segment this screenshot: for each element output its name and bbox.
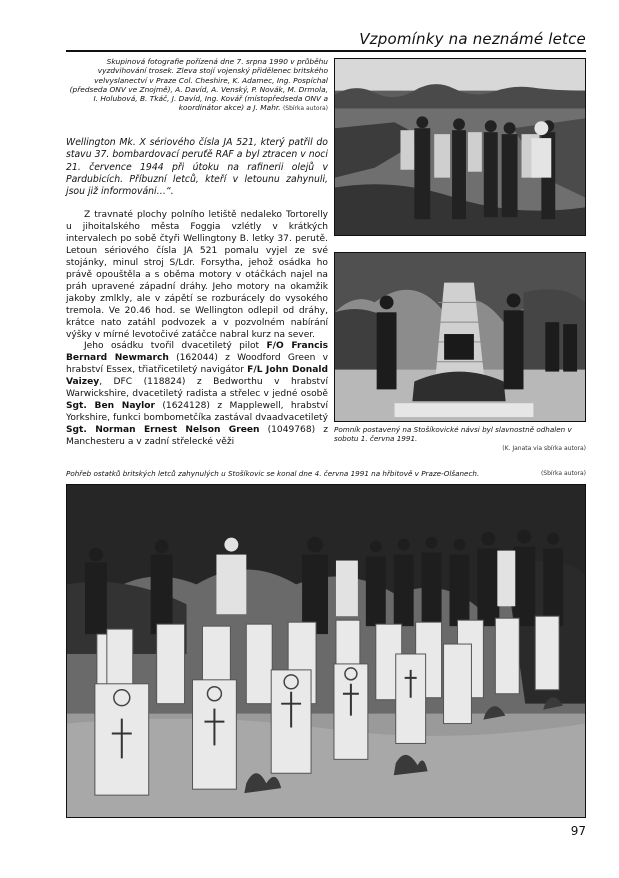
body-paragraph-2: Jeho osádku tvořil dvacetiletý pilot F/O Francis Bernard Newmarch (162044) z Woodford Green v hrabství Essex, třiatřicetiletý navigátor F/L John Donald Vaizey, DFC (118824) z Bedworthu v hrabství Warwickshire, dvacetiletý radista a střelec v jedné osobě Sgt. Ben Naylor (1624128) z Mapplewell, hrabství Yorkshire, funkci bombometčíka zastával dvaadvacetiletý Sgt. Norman Ernest Nelson Green (1049768) z Manchesteru a v zadní střelecké věži	[66, 341, 329, 448]
memorial-photo	[334, 252, 586, 422]
photo-credit: (Sbírka autora)	[540, 470, 586, 477]
crew-name: Sgt. Ben Naylor	[66, 401, 155, 412]
photo-credit: (K. Janata via sbírka autora)	[502, 444, 586, 452]
running-title: Vzpomínky na neznámé letce	[359, 30, 586, 48]
photo-credit: (Sbírka autora)	[282, 105, 328, 113]
caption-text: Pomník postavený na Stošíkovické návsi byl slavnostně odhalen v sobotu 1. června 1991.	[334, 425, 572, 444]
photo-caption-group	[66, 57, 328, 114]
crew-name: F/L John Donald Vaizey	[66, 365, 329, 388]
funeral-caption-group	[66, 469, 586, 479]
article-body	[66, 210, 328, 449]
memorial-caption-group	[334, 425, 586, 453]
caption-text: Pohřeb ostatků britských letců zahynulých u Stošíkovic se konal dne 4. června 1991 na hřbitově v Praze-Olšanech.	[66, 469, 480, 478]
page-number: 97	[570, 824, 586, 838]
crew-name: Sgt. Norman Ernest Nelson Green	[66, 425, 260, 436]
crew-name: F/O Francis Bernard Newmarch	[66, 341, 328, 364]
group-photo-excavation	[334, 58, 586, 236]
body-paragraph-1: Z travnaté plochy polního letiště nedaleko Tortorelly u jihoitalského města Foggia vzlétly v krátkých intervalech po sobě čtyři Wellingtony B. letky 37. perutě. Letoun sériového čísla JA 521 pomalu vyjel ze své stojánky, minul stroj S/Ldr. Forsytha, jehož osádka ho právě opouštěla a s oběma motory v otáčkách najel na práh upravené západní dráhy. Jeho motory na okamžik jakoby zmlkly, ale v zápětí se rozburácely do vysokého tremola. Ve 20.46 hod. se Wellington odlepil od dráhy, krátce nato zatáhl podvozek a v pozvolném nabírání výšky v mírné levotočivé zatáčce nabral kurz na sever.	[66, 210, 328, 340]
lead-paragraph: Wellington Mk. X sériového čísla JA 521, který patřil do stavu 37. bombardovací peruťě RAF a byl ztracen v noci 21. července 1944 při útoku na rafinerii olejů v Pardubicích. Příbuzní letců, kteří v letounu zahynuli, jsou již informováni…“.	[66, 137, 328, 198]
header-rule	[66, 50, 586, 52]
funeral-photo	[66, 484, 586, 818]
caption-text: Skupinová fotografie pořízená dne 7. srpna 1990 v průběhu vyzdvihování trosek. Zleva stojí vojenský přidělenec britského velvyslanectví v Praze Col. Cheshire, K. Adamec, Ing. Pospíchal (předseda ONV ve Znojmě), A. Davíd, A. Venský, P. Novák, M. Drmola, I. Holubová, B. Tkáč, J. Davíd, Ing. Kovář (místopředseda ONV a koordinátor akce) a J. Mahr.	[69, 57, 328, 113]
